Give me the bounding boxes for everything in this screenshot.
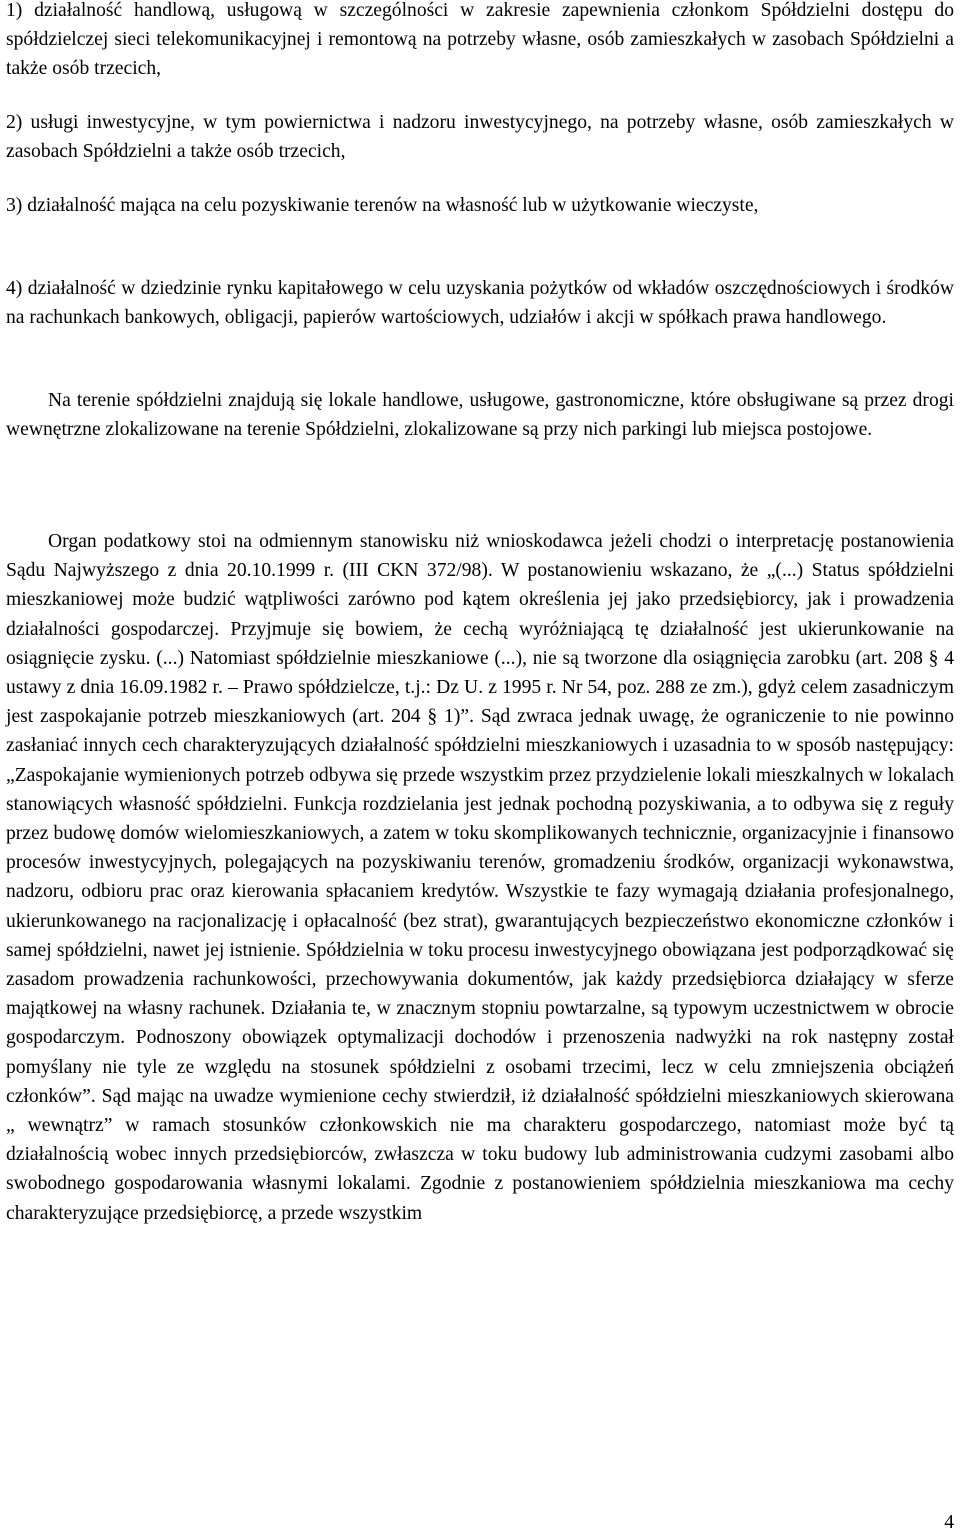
paragraph-premises: Na terenie spółdzielni znajdują się lokale handlowe, usługowe, gastronomiczne, które obsługiwane są przez drogi wewnętrzne zlokalizowane na terenie Spółdzielni, zlokalizowane są przy nich parkingi lub miejsca postojowe.	[6, 390, 954, 441]
list-item-2: 2) usługi inwestycyjne, w tym powiernictwa i nadzoru inwestycyjnego, na potrzeby własne, osób zamieszkałych w zasobach Spółdzielni a także osób trzecich,	[6, 112, 954, 163]
list-item-1: 1) działalność handlową, usługową w szczególności w zakresie zapewnienia członkom Spółdzielni dostępu do spółdzielczej sieci telekomunikacyjnej i remontową na potrzeby własne, osób zamieszkałych w zasobach Spółdzielni a także osób trzecich,	[6, 0, 954, 80]
paragraph-tax-authority-position: Organ podatkowy stoi na odmiennym stanowisku niż wnioskodawca jeżeli chodzi o interpretację postanowienia Sądu Najwyższego z dnia 20.10.1999 r. (III CKN 372/98). W postanowieniu wskazano, że „(...) Status spółdzielni mieszkaniowej może budzić wątpliwości zarówno pod kątem określenia jej jako przedsiębiorcy, jak i prowadzenia działalności gospodarczej. Przyjmuje się bowiem, że cechą wyróżniającą tę działalność jest ukierunkowanie na osiągnięcie zysku. (...) Natomiast spółdzielnie mieszkaniowe (...), nie są tworzone dla osiągnięcia zarobku (art. 208 § 4 ustawy z dnia 16.09.1982 r. – Prawo spółdzielcze, t.j.: Dz U. z 1995 r. Nr 54, poz. 288 ze zm.), gdyż celem zasadniczym jest zaspokajanie potrzeb mieszkaniowych (art. 204 § 1)”. Sąd zwraca jednak uwagę, że ograniczenie to nie powinno zasłaniać innych cech charakteryzujących działalność spółdzielni mieszkaniowych i uzasadnia to w sposób następujący: „Zaspokajanie wymienionych potrzeb odbywa się przede wszystkim przez przydzielenie lokali mieszkalnych w lokalach stanowiących własność spółdzielni. Funkcja rozdzielania jest jednak pochodną pozyskiwania, a to odbywa się z reguły przez budowę domów wielomieszkaniowych, a zatem w toku skomplikowanych technicznie, organizacyjnie i finansowo procesów inwestycyjnych, polegających na pozyskiwaniu terenów, gromadzeniu środków, organizacji wykonawstwa, nadzoru, odbioru prac oraz kierowania spłacaniem kredytów. Wszystkie te fazy wymagają działania profesjonalnego, ukierunkowanego na racjonalizację i opłacalność (bez strat), gwarantujących bezpieczeństwo ekonomiczne członków i samej spółdzielni, nawet jej istnienie. Spółdzielnia w toku procesu inwestycyjnego obowiązana jest podporządkować się zasadom prowadzenia rachunkowości, przechowywania dokumentów, jak każdy przedsiębiorca działający w sferze majątkowej na własny rachunek. Działania te, w znacznym stopniu powtarzalne, są typowym uczestnictwem w obrocie gospodarczym. Podnoszony obowiązek optymalizacji dochodów i przenoszenia nadwyżki na rok następny został pomyślany nie tyle ze względu na stosunek spółdzielni z osobami trzecimi, lecz w celu zmniejszenia obciążeń członków”. Sąd mając na uwadze wymienione cechy stwierdził, iż działalność spółdzielni mieszkaniowych skierowana „ wewnątrz” w ramach stosunków członkowskich nie ma charakteru gospodarczego, natomiast może być tą działalnością wobec innych przedsiębiorców, zwłaszcza w toku budowy lub administrowania cudzymi zasobami albo swobodnego gospodarowania własnymi lokalami. Zgodnie z postanowieniem spółdzielnia mieszkaniowa ma cechy charakteryzujące przedsiębiorcę, a przede wszystkim	[6, 531, 954, 1224]
page-number: 4	[944, 1512, 954, 1533]
list-item-4: 4) działalność w dziedzinie rynku kapitałowego w celu uzyskania pożytków od wkładów oszczędnościowych i środków na rachunkach bankowych, obligacji, papierów wartościowych, udziałów i akcji w spółkach prawa handlowego.	[6, 278, 954, 329]
list-item-3: 3) działalność mająca na celu pozyskiwanie terenów na własność lub w użytkowanie wieczyste,	[6, 195, 759, 216]
